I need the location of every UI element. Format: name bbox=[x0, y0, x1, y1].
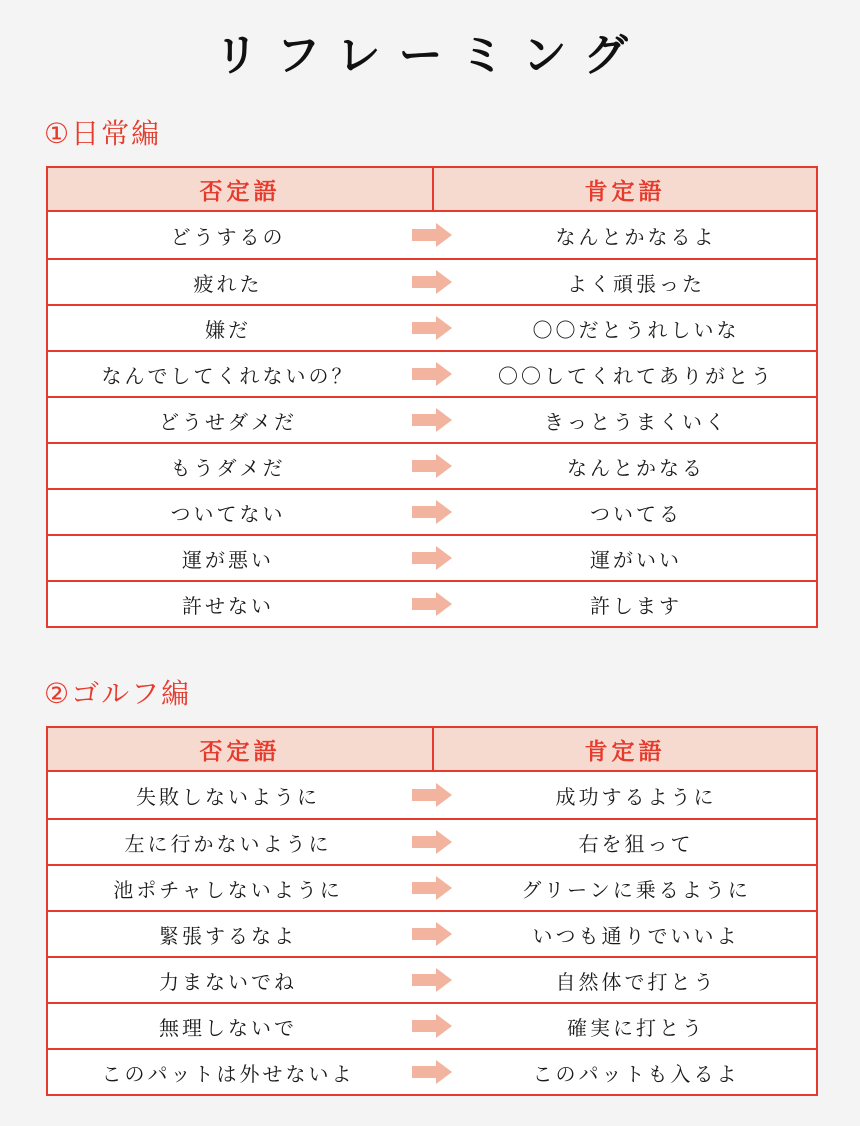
positive-phrase: 〇〇してくれてありがとう bbox=[498, 363, 774, 388]
table-body bbox=[48, 772, 816, 1094]
arrow-cell bbox=[408, 912, 456, 956]
table-row bbox=[48, 534, 816, 580]
right-arrow-icon bbox=[412, 546, 452, 570]
right-arrow-icon bbox=[412, 223, 452, 247]
arrow-cell bbox=[408, 582, 456, 626]
arrow-cell bbox=[408, 490, 456, 534]
right-arrow-icon bbox=[412, 783, 452, 807]
table-body bbox=[48, 212, 816, 626]
positive-phrase: なんとかなる bbox=[567, 455, 705, 480]
right-arrow-icon bbox=[412, 1014, 452, 1038]
reframing-table-golf bbox=[46, 726, 818, 1096]
positive-phrase: 〇〇だとうれしいな bbox=[532, 317, 740, 342]
table-row bbox=[48, 910, 816, 956]
negative-phrase: どうするの bbox=[170, 224, 286, 249]
arrow-cell bbox=[408, 820, 456, 864]
negative-phrase: 嫌だ bbox=[205, 317, 251, 342]
arrow-cell bbox=[408, 772, 456, 818]
arrow-cell bbox=[408, 398, 456, 442]
negative-phrase: ついてない bbox=[170, 501, 286, 526]
negative-phrase: なんでしてくれないの？ bbox=[101, 363, 355, 388]
right-arrow-icon bbox=[412, 408, 452, 432]
right-arrow-icon bbox=[412, 316, 452, 340]
positive-phrase: よく頑張った bbox=[567, 271, 705, 296]
arrow-cell bbox=[408, 444, 456, 488]
positive-phrase: このパットも入るよ bbox=[532, 1061, 740, 1086]
table-row bbox=[48, 396, 816, 442]
arrow-cell bbox=[408, 866, 456, 910]
table-header bbox=[48, 168, 816, 212]
right-arrow-icon bbox=[412, 968, 452, 992]
section-heading-golf: ②ゴルフ編 bbox=[44, 677, 192, 710]
right-arrow-icon bbox=[412, 922, 452, 946]
positive-phrase: 運がいい bbox=[590, 547, 682, 572]
table-row bbox=[48, 304, 816, 350]
header-positive-words: 肯定語 bbox=[584, 178, 666, 205]
negative-phrase: 無理しないで bbox=[159, 1015, 297, 1040]
table-row bbox=[48, 864, 816, 910]
right-arrow-icon bbox=[412, 876, 452, 900]
right-arrow-icon bbox=[412, 830, 452, 854]
positive-phrase: 右を狙って bbox=[578, 831, 694, 856]
right-arrow-icon bbox=[412, 500, 452, 524]
reframing-table-daily bbox=[46, 166, 818, 628]
table-row bbox=[48, 1002, 816, 1048]
arrow-cell bbox=[408, 306, 456, 350]
negative-phrase: もうダメだ bbox=[170, 455, 286, 480]
arrow-cell bbox=[408, 352, 456, 396]
negative-phrase: どうせダメだ bbox=[159, 409, 297, 434]
negative-phrase: このパットは外せないよ bbox=[101, 1061, 355, 1086]
negative-phrase: 疲れた bbox=[193, 271, 263, 296]
right-arrow-icon bbox=[412, 1060, 452, 1084]
table-row bbox=[48, 772, 816, 818]
header-negative-words: 否定語 bbox=[48, 168, 434, 210]
table-row bbox=[48, 488, 816, 534]
negative-phrase: 失敗しないように bbox=[136, 784, 320, 809]
section-heading-daily: ①日常編 bbox=[44, 117, 162, 150]
negative-phrase: 力まないでね bbox=[159, 969, 297, 994]
table-row bbox=[48, 1048, 816, 1094]
arrow-cell bbox=[408, 536, 456, 580]
arrow-cell bbox=[408, 1050, 456, 1094]
page-title: リフレーミング bbox=[214, 30, 646, 81]
table-row bbox=[48, 350, 816, 396]
positive-phrase: 確実に打とう bbox=[567, 1015, 705, 1040]
positive-phrase: 自然体で打とう bbox=[555, 969, 717, 994]
positive-phrase: 許します bbox=[590, 593, 682, 618]
positive-phrase: グリーンに乗るように bbox=[521, 877, 751, 902]
header-positive-words: 肯定語 bbox=[584, 738, 666, 765]
table-row bbox=[48, 956, 816, 1002]
right-arrow-icon bbox=[412, 454, 452, 478]
positive-phrase: いつも通りでいいよ bbox=[532, 923, 740, 948]
table-header bbox=[48, 728, 816, 772]
table-row bbox=[48, 442, 816, 488]
negative-phrase: 緊張するなよ bbox=[159, 923, 297, 948]
table-row bbox=[48, 212, 816, 258]
positive-phrase: なんとかなるよ bbox=[555, 224, 717, 249]
right-arrow-icon bbox=[412, 362, 452, 386]
positive-phrase: 成功するように bbox=[555, 784, 717, 809]
right-arrow-icon bbox=[412, 592, 452, 616]
table-row bbox=[48, 258, 816, 304]
negative-phrase: 運が悪い bbox=[182, 547, 274, 572]
arrow-cell bbox=[408, 260, 456, 304]
header-negative-words: 否定語 bbox=[48, 728, 434, 770]
right-arrow-icon bbox=[412, 270, 452, 294]
negative-phrase: 許せない bbox=[182, 593, 274, 618]
negative-phrase: 左に行かないように bbox=[124, 831, 332, 856]
negative-phrase: 池ポチャしないように bbox=[113, 877, 343, 902]
arrow-cell bbox=[408, 212, 456, 258]
arrow-cell bbox=[408, 958, 456, 1002]
table-row bbox=[48, 580, 816, 626]
positive-phrase: きっとうまくいく bbox=[544, 409, 728, 434]
arrow-cell bbox=[408, 1004, 456, 1048]
positive-phrase: ついてる bbox=[590, 501, 682, 526]
table-row bbox=[48, 818, 816, 864]
